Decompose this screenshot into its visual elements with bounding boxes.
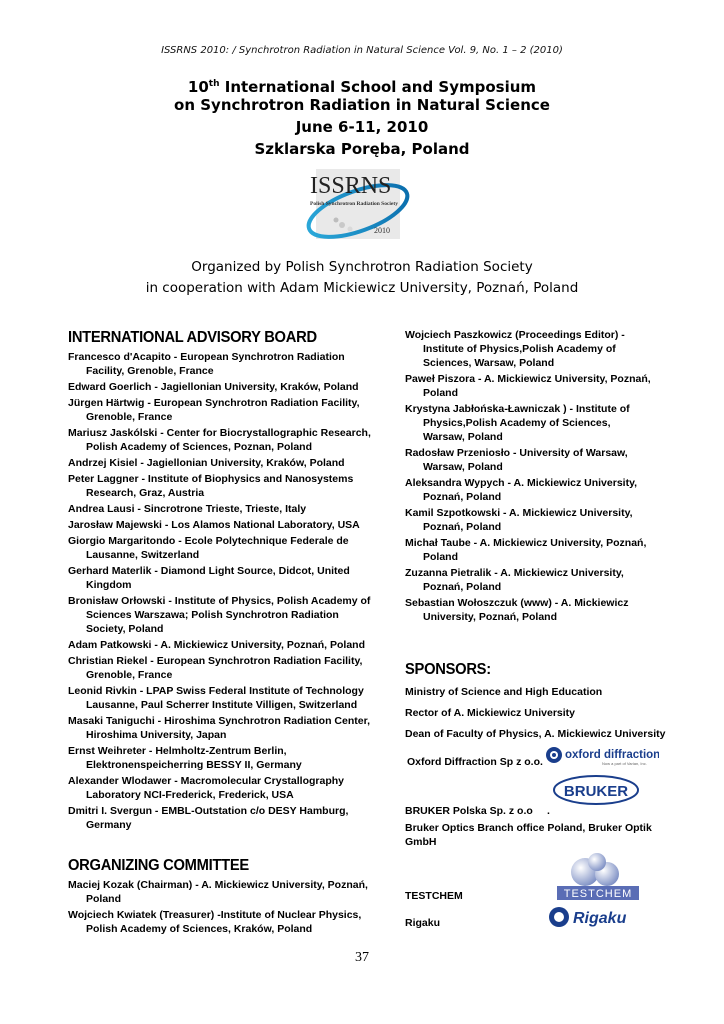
oxford-diffraction-logo (544, 744, 659, 768)
sponsors-heading: SPONSORS: (405, 661, 491, 678)
list-item: Christian Riekel - European Synchrotron Radiation Facility, Grenoble, France (68, 655, 363, 681)
list-item: Jarosław Majewski - Los Alamos National Laboratory, USA (68, 519, 360, 531)
list-item: Wojciech Paszkowicz (Proceedings Editor) - Institute of Physics,Polish Academy of Sciences, Warsaw, Poland (405, 329, 625, 369)
list-item: Edward Goerlich - Jagiellonian University, Kraków, Poland (68, 381, 359, 393)
list-item: Sebastian Wołoszczuk (www) - A. Mickiewicz University, Poznań, Poland (405, 597, 629, 623)
list-item: Kamil Szpotkowski - A. Mickiewicz University, Poznań, Poland (405, 507, 633, 533)
title-ordinal: th (208, 79, 220, 89)
list-item: Radosław Przeniosło - University of Warsaw, Warsaw, Poland (405, 447, 628, 473)
sponsor-rigaku: Rigaku (405, 917, 441, 929)
running-header: ISSRNS 2010: / Synchrotron Radiation in Natural Science Vol. 9, No. 1 – 2 (2010) (161, 45, 563, 56)
list-item: Leonid Rivkin - LPAP Swiss Federal Institute of Technology Lausanne, Paul Scherrer Institute Villigen, Switzerland (68, 685, 364, 711)
title-location: Szklarska Poręba, Poland (254, 140, 470, 158)
oxford-logo-subtext: Now a part of Varian, Inc. (602, 761, 647, 766)
sponsor-testchem: TESTCHEM (405, 890, 463, 902)
list-item: Paweł Piszora - A. Mickiewicz University, Poznań, Poland (405, 373, 651, 399)
title-dates: June 6-11, 2010 (295, 118, 429, 136)
organizing-list-right (405, 328, 655, 626)
sponsor-ministry: Ministry of Science and High Education (405, 686, 603, 698)
list-item: Wojciech Kwiatek (Treasurer) -Institute of Nuclear Physics, Polish Academy of Sciences, Kraków, Poland (68, 909, 362, 935)
issrns-logo-text: ISSRNS (310, 173, 392, 199)
list-item: Michał Taube - A. Mickiewicz University, Poznań, Poland (405, 537, 647, 563)
list-item: Zuzanna Pietralik - A. Mickiewicz University, Poznań, Poland (405, 567, 624, 593)
rigaku-logo-text: Rigaku (573, 910, 627, 927)
list-item: Francesco d'Acapito - European Synchrotron Radiation Facility, Grenoble, France (68, 351, 345, 377)
organized-by-line: Organized by Polish Synchrotron Radiation Society (191, 259, 533, 275)
advisory-heading: INTERNATIONAL ADVISORY BOARD (68, 329, 317, 346)
list-item: Maciej Kozak (Chairman) - A. Mickiewicz University, Poznań, Poland (68, 879, 368, 905)
sponsor-dean: Dean of Faculty of Physics, A. Mickiewicz University (405, 728, 666, 740)
sponsor-bruker-period: . (547, 805, 550, 817)
sponsor-bruker-optics: Bruker Optics Branch office Poland, Bruker Optik GmbH (405, 822, 652, 848)
sponsor-rector: Rector of A. Mickiewicz University (405, 707, 575, 719)
cooperation-line: in cooperation with Adam Mickiewicz University, Poznań, Poland (145, 280, 579, 296)
sponsor-oxford: Oxford Diffraction Sp z o.o. (407, 756, 543, 768)
advisory-board (68, 329, 378, 834)
issrns-logo (302, 165, 414, 243)
issrns-logo-subtitle: Polish Synchrotron Radiation Society (310, 201, 398, 207)
advisory-list (68, 350, 378, 832)
organizing-list-left (68, 878, 378, 936)
list-item: Giorgio Margaritondo - Ecole Polytechnique Federale de Lausanne, Switzerland (68, 535, 349, 561)
list-item: Alexander Wlodawer - Macromolecular Crystallography Laboratory NCI-Frederick, Frederick, USA (68, 775, 344, 801)
list-item: Ernst Weihreter - Helmholtz-Zentrum Berlin, Elektronenspeicherring BESSY II, Germany (68, 745, 302, 771)
list-item: Masaki Taniguchi - Hiroshima Synchrotron Radiation Center, Hiroshima University, Japan (68, 715, 371, 741)
bruker-logo-text: BRUKER (563, 783, 629, 800)
bruker-logo (552, 774, 640, 806)
list-item: Andrzej Kisiel - Jagiellonian University, Kraków, Poland (68, 457, 345, 469)
testchem-logo (555, 852, 641, 902)
list-item: Dmitri I. Svergun - EMBL-Outstation c/o DESY Hamburg, Germany (68, 805, 349, 831)
organizing-heading: ORGANIZING COMMITTEE (68, 857, 249, 874)
title-number: 10 (187, 78, 209, 96)
list-item: Krystyna Jabłońska-Ławniczak ) - Institute of Physics,Polish Academy of Sciences, Warsaw, Poland (405, 403, 630, 443)
oxford-logo-text: oxford diffraction (565, 749, 659, 761)
testchem-logo-text: TESTCHEM (563, 888, 633, 900)
organizing-committee (68, 857, 378, 938)
list-item: Andrea Lausi - Sincrotrone Trieste, Trieste, Italy (68, 503, 307, 515)
list-item: Peter Laggner - Institute of Biophysics and Nanosystems Research, Graz, Austria (68, 473, 354, 499)
list-item: Adam Patkowski - A. Mickiewicz University, Poznań, Poland (68, 639, 365, 651)
title-rest: International School and Symposium (219, 78, 537, 96)
issrns-logo-year: 2010 (374, 226, 390, 235)
list-item: Bronisław Orłowski - Institute of Physics, Polish Academy of Sciences Warszawa; Polish Synchrotron Radiation Society, Poland (68, 595, 371, 635)
list-item: Aleksandra Wypych - A. Mickiewicz University, Poznań, Poland (405, 477, 638, 503)
rigaku-logo (548, 906, 643, 928)
sponsor-bruker: BRUKER Polska Sp. z o.o (405, 805, 533, 817)
list-item: Mariusz Jaskólski - Center for Biocrystallographic Research, Polish Academy of Sciences, Poznan, Poland (68, 427, 371, 453)
list-item: Jürgen Härtwig - European Synchrotron Radiation Facility, Grenoble, France (68, 397, 360, 423)
list-item: Gerhard Materlik - Diamond Light Source, Didcot, United Kingdom (68, 565, 350, 591)
title-line-2: on Synchrotron Radiation in Natural Science (174, 96, 550, 114)
page-number: 37 (355, 950, 369, 965)
